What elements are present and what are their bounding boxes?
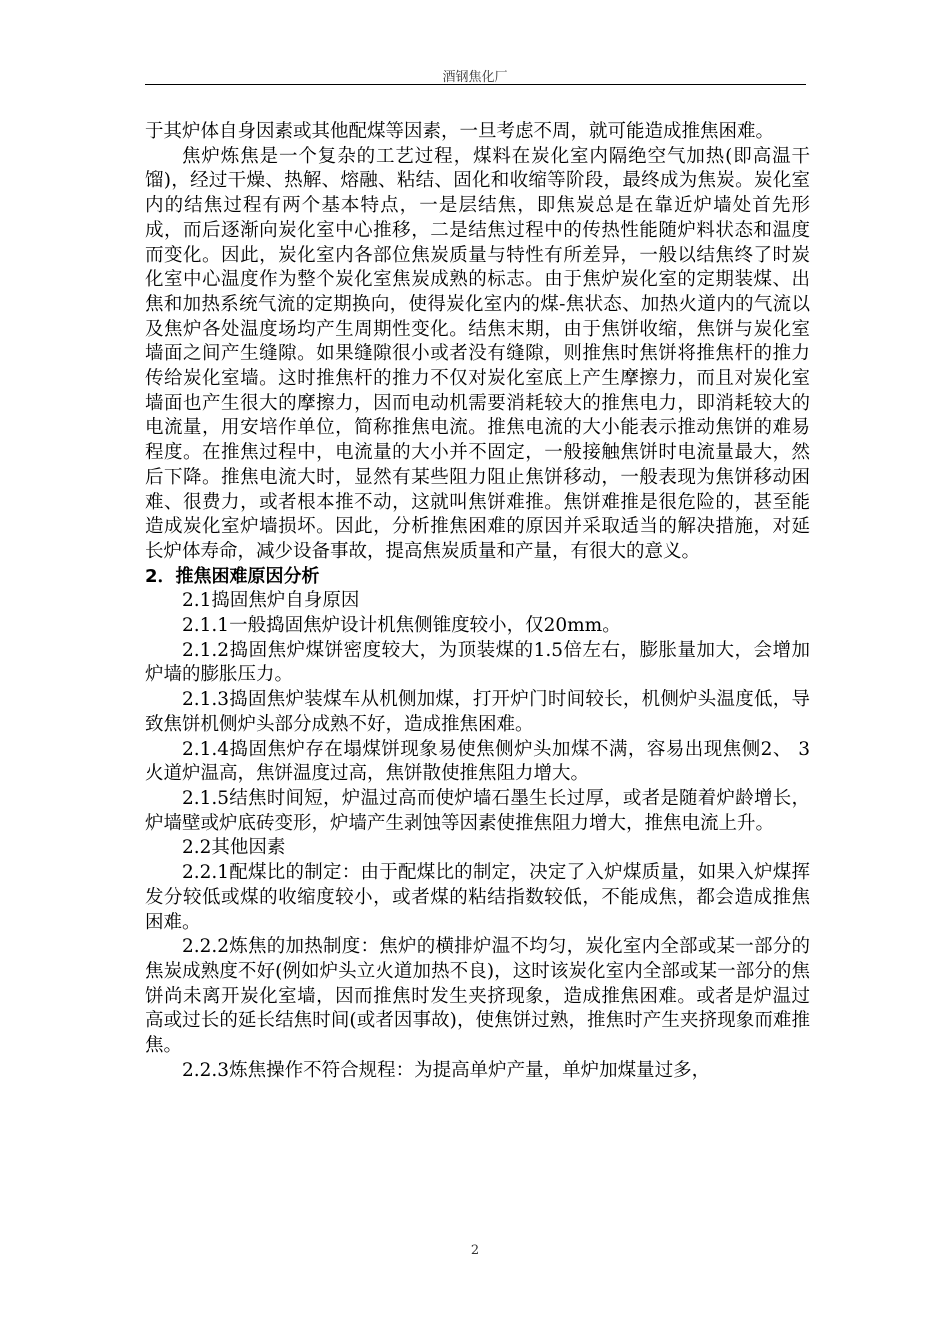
paragraph: 2.1.4捣固焦炉存在塌煤饼现象易使焦侧炉头加煤不满，容易出现焦侧2、 3火道炉温高，焦饼温度过高，焦饼散使推焦阻力增大。 xyxy=(145,738,810,785)
document-body xyxy=(145,120,810,1083)
header-divider xyxy=(145,84,806,85)
paragraph: 2.1.5结焦时间短，炉温过高而使炉墙石墨生长过厚，或者是随着炉龄增长，炉墙壁或炉底砖变形，炉墙产生剥蚀等因素使推焦阻力增大，推焦电流上升。 xyxy=(145,787,810,834)
paragraph: 2.2.1配煤比的制定：由于配煤比的制定，决定了入炉煤质量，如果入炉煤挥发分较低或煤的收缩度较小，或者煤的粘结指数较低，不能成焦，都会造成推焦困难。 xyxy=(145,862,810,933)
section-heading: 2．推焦困难原因分析 xyxy=(145,565,320,587)
paragraph: 2.2其他因素 xyxy=(182,837,286,859)
paragraph: 2.2.2炼焦的加热制度：焦炉的横排炉温不均匀，炭化室内全部或某一部分的焦炭成熟度不好(例如炉头立火道加热不良)，这时该炭化室内全部或某一部分的焦饼尚未离开炭化室墙，因而推焦时发生夹挤现象，造成推焦困难。或者是炉温过高或过长的延长结焦时间(或者因事故)，使焦饼过熟，推焦时产生夹挤现象而难推焦。 xyxy=(145,936,810,1057)
paragraph: 焦炉炼焦是一个复杂的工艺过程，煤料在炭化室内隔绝空气加热(即高温干馏)，经过干燥、热解、熔融、粘结、固化和收缩等阶段，最终成为焦炭。炭化室内的结焦过程有两个基本特点，一是层结焦，即焦炭总是在靠近炉墙处首先形成，而后逐渐向炭化室中心推移，二是结焦过程中的传热性能随炉料状态和温度而变化。因此，炭化室内各部位焦炭质量与特性有所差异，一般以结焦终了时炭化室中心温度作为整个炭化室焦炭成熟的标志。由于焦炉炭化室的定期装煤、出焦和加热系统气流的定期换向，使得炭化室内的煤-焦状态、加热火道内的气流以及焦炉各处温度场均产生周期性变化。结焦末期，由于焦饼收缩，焦饼与炭化室墙面之间产生缝隙。如果缝隙很小或者没有缝隙，则推焦时焦饼将推焦杆的推力传给炭化室墙。这时推焦杆的推力不仅对炭化室底上产生摩擦力，而且对炭化室墙面也产生很大的摩擦力，因而电动机需要消耗较大的推焦电力，即消耗较大的电流量，用安培作单位，简称推焦电流。推焦电流的大小能表示推动焦饼的难易程度。在推焦过程中，电流量的大小并不固定，一般接触焦饼时电流量最大，然后下降。推焦电流大时，显然有某些阻力阻止焦饼移动，一般表现为焦饼移动困难、很费力，或者根本推不动，这就叫焦饼难推。焦饼难推是很危险的，甚至能造成炭化室炉墙损坏。因此，分析推焦困难的原因并采取适当的解决措施，对延长炉体寿命，减少设备事故，提高焦炭质量和产量，有很大的意义。 xyxy=(145,145,810,562)
page-header-title: 酒钢焦化厂 xyxy=(442,70,508,85)
page-number: 2 xyxy=(470,1243,480,1258)
paragraph: 2.1.2捣固焦炉煤饼密度较大，为顶装煤的1.5倍左右，膨胀量加大，会增加炉墙的膨胀压力。 xyxy=(145,639,810,686)
paragraph: 2.2.3炼焦操作不符合规程：为提高单炉产量，单炉加煤量过多， xyxy=(182,1059,711,1081)
paragraph: 2.1捣固焦炉自身原因 xyxy=(182,590,360,612)
paragraph: 2.1.1一般捣固焦炉设计机焦侧锥度较小，仅20mm。 xyxy=(182,615,621,637)
paragraph: 2.1.3捣固焦炉装煤车从机侧加煤，打开炉门时间较长，机侧炉头温度低，导致焦饼机侧炉头部分成熟不好，造成推焦困难。 xyxy=(145,689,810,735)
paragraph: 于其炉体自身因素或其他配煤等因素，一旦考虑不周，就可能造成推焦困难。 xyxy=(145,121,775,142)
